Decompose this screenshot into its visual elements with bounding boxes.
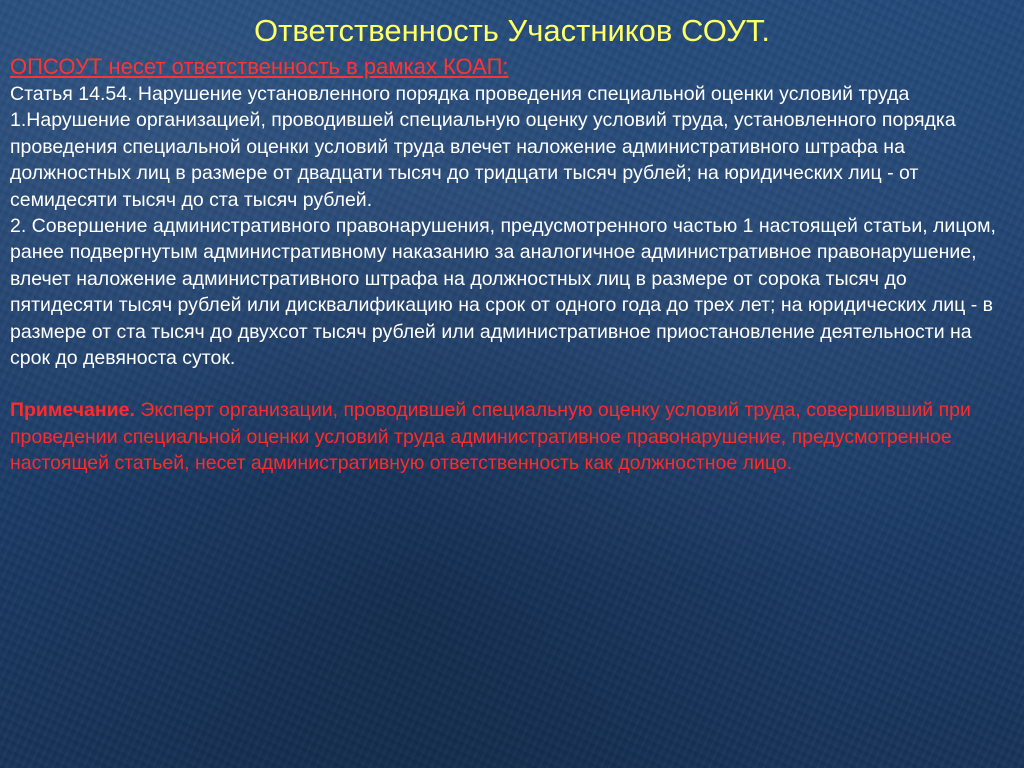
slide-title: Ответственность Участников СОУТ. — [254, 13, 770, 48]
slide-content — [10, 52, 1010, 477]
article-paragraph-2: 2. Совершение административного правонарушения, предусмотренного частью 1 настоящей статьи, лицом, ранее подвергнутым административному наказанию за аналогичное административное правонарушение, влечет наложение административного штрафа на должностных лиц в размере от сорока тысяч до пятидесяти тысяч рублей или дисквалификацию на срок от одного года до трех лет; на юридических лиц - в размере от ста тысяч до двухсот тысяч рублей или административное приостановление деятельности на срок до девяноста суток. — [10, 215, 996, 370]
article-heading: Статья 14.54. Нарушение установленного порядка проведения специальной оценки условий труда — [10, 83, 910, 105]
note-label: Примечание. — [10, 399, 135, 422]
article-paragraph-1: 1.Нарушение организацией, проводившей специальную оценку условий труда, установленного порядка проведения специальной оценки условий труда влечет наложение административного штрафа на должностных лиц в размере от двадцати тысяч до тридцати тысяч рублей; на юридических лиц - от семидесяти тысяч до ста тысяч рублей. — [10, 109, 956, 211]
note-text: Эксперт организации, проводившей специальную оценку условий труда, совершивший при проведении специальной оценки условий труда административное правонарушение, предусмотренное настоящей статьей, несет административную ответственность как должностное лицо. — [10, 399, 971, 475]
slide-subtitle: ОПСОУТ несет ответственность в рамках КОАП: — [10, 54, 509, 79]
note — [10, 397, 1010, 476]
